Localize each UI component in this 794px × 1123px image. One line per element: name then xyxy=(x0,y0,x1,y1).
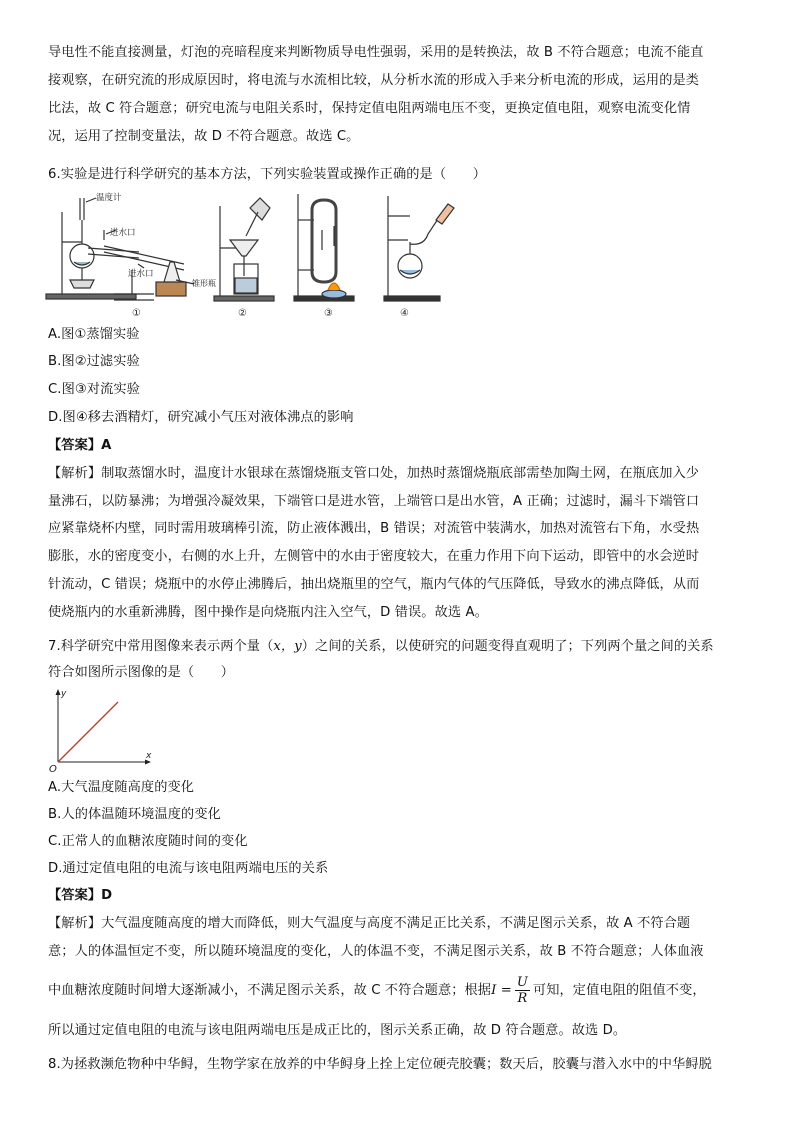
analysis-line: 膨胀，水的密度变小，右侧的水上升，左侧管中的水由于密度较大，在重力作用下向下运动，即管中的水会逆时 xyxy=(48,549,700,564)
proportional-graph xyxy=(48,686,158,774)
stem-text: ）之间的关系，以使研究的问题变得直观明了；下列两个量之间的关系 xyxy=(301,639,714,654)
formula-lhs: I = xyxy=(491,983,512,998)
analysis-line: 针流动，C 错误；烧瓶中的水停止沸腾后，抽出烧瓶里的空气，瓶内气体的气压降低，导致水的沸点降低，从而 xyxy=(48,577,700,592)
filtration-apparatus xyxy=(214,198,274,301)
analysis-line: 【解析】大气温度随高度的增大而降低，则大气温度与高度不满足正比关系，不满足图示关系，故 A 不符合题 xyxy=(48,916,691,931)
text-line: 比法，故 C 符合题意；研究电流与电阻关系时，保持定值电阻两端电压不变，更换定值电阻，观察电流变化情 xyxy=(48,101,691,116)
y-axis-label: y xyxy=(61,689,67,699)
text-line: 接观察，在研究流的形成原因时，将电流与水流相比较，从分析水流的形成入手来分析电流的形成，运用的是类 xyxy=(48,73,700,88)
lab-apparatus-figure xyxy=(44,190,464,320)
text-line: 导电性不能直接测量，灯泡的亮暗程度来判断物质导电性强弱，采用的是转换法，故 B 不符合题意；电流不能直 xyxy=(48,45,704,60)
option-c: C.正常人的血糖浓度随时间的变化 xyxy=(48,834,248,849)
y-axis-arrow-icon xyxy=(56,689,61,695)
label-water-inlet-bottom: 进水口 xyxy=(128,269,154,279)
proportional-line xyxy=(58,702,118,762)
analysis-line: 意；人的体温恒定不变，所以随环境温度的变化，人的体温不变，不满足图示关系，故 B 不符合题意；人体血液 xyxy=(48,944,704,959)
option-d: D.通过定值电阻的电流与该电阻两端电压的关系 xyxy=(48,861,329,876)
analysis-text: 可知，定值电阻的阻值不变， xyxy=(532,983,706,998)
analysis-text: 中血糖浓度随时间增大逐渐减小，不满足图示关系，故 C 不符合题意；根据 xyxy=(48,983,492,998)
question-6-stem: 6.实验是进行科学研究的基本方法，下列实验装置或操作正确的是（ ） xyxy=(48,167,486,182)
text-line: 况，运用了控制变量法，故 D 不符合题意。故选 C。 xyxy=(48,129,360,144)
option-a: A.大气温度随高度的变化 xyxy=(48,780,195,795)
analysis-line: 所以通过定值电阻的电流与该电阻两端电压是成正比的，图示关系正确，故 D 符合题意。故选 D。 xyxy=(48,1023,627,1038)
label-conical-flask: 锥形瓶 xyxy=(192,279,216,288)
formula-numerator: U xyxy=(516,974,528,990)
figure-2-label: ② xyxy=(238,308,247,319)
question-7-stem-line2: 符合如图所示图像的是（ ） xyxy=(48,665,235,680)
analysis-line-with-formula xyxy=(48,974,706,1008)
origin-label: O xyxy=(49,764,57,774)
answer-label: 【答案】A xyxy=(48,438,112,453)
x-axis-label: x xyxy=(146,751,152,761)
option-b: B.图②过滤实验 xyxy=(48,354,140,369)
analysis-line: 使烧瓶内的水重新沸腾，图中操作是向烧瓶内注入空气，D 错误。故选 A。 xyxy=(48,605,488,620)
figure-3-label: ③ xyxy=(324,308,333,319)
figure-4-label: ④ xyxy=(400,308,409,319)
analysis-line: 【解析】制取蒸馏水时，温度计水银球在蒸馏烧瓶支管口处，加热时蒸馏烧瓶底部需垫加陶土网，在瓶底加入少 xyxy=(48,466,700,481)
option-c: C.图③对流实验 xyxy=(48,382,140,397)
question-8-stem: 8.为拯救濒危物种中华鲟，生物学家在放养的中华鲟身上拴上定位硬壳胶囊；数天后，胶囊与潜入水中的中华鲟脱 xyxy=(48,1057,712,1072)
question-7-stem-line1 xyxy=(48,638,714,656)
option-a: A.图①蒸馏实验 xyxy=(48,327,140,342)
answer-label: 【答案】D xyxy=(48,888,113,903)
label-thermometer: 温度计 xyxy=(96,193,122,203)
analysis-line: 量沸石，以防暴沸；为增强冷凝效果，下端管口是进水管，上端管口是出水管，A 正确；过滤时，漏斗下端管口 xyxy=(48,494,700,509)
distillation-apparatus xyxy=(46,198,194,300)
boiling-flask-apparatus xyxy=(384,196,454,301)
label-water-inlet-top: 进水口 xyxy=(110,228,136,238)
formula-denominator: R xyxy=(517,990,528,1006)
stem-variables: x，y xyxy=(273,639,302,654)
formula-fraction xyxy=(515,975,530,1006)
option-b: B.人的体温随环境温度的变化 xyxy=(48,807,221,822)
figure-1-label: ① xyxy=(132,308,141,319)
convection-apparatus xyxy=(294,194,354,301)
analysis-line: 应紧靠烧杯内壁，同时需用玻璃棒引流，防止液体溅出，B 错误；对流管中装满水，加热对流管右下角，水受热 xyxy=(48,521,700,536)
option-d: D.图④移去酒精灯，研究减小气压对液体沸点的影响 xyxy=(48,410,354,425)
stem-text: 7.科学研究中常用图像来表示两个量（ xyxy=(48,639,274,654)
